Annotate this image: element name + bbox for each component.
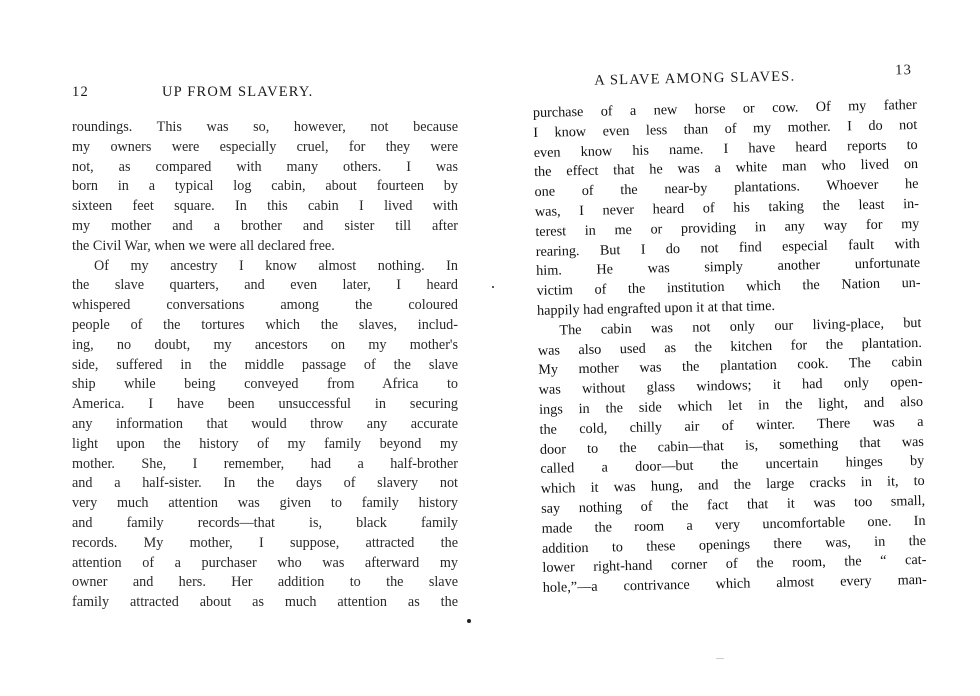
text-line: terest in me or providing in any way for my — [535, 215, 920, 240]
text-line: ing, no doubt, my ancestors on my mother's — [72, 336, 458, 353]
text-line: my mother and a brother and sister till after — [72, 217, 458, 234]
text-line: and a half-sister. In the days of slavery not — [72, 475, 458, 492]
text-line: The cabin was not only our living-place, but — [559, 314, 922, 339]
text-line: sixteen feet square. In this cabin I lived with — [72, 198, 458, 215]
text-line: ings in the side which let in the light, and also — [538, 393, 924, 418]
scan-speck — [492, 286, 494, 288]
text-line: records. My mother, I suppose, attracted the — [72, 534, 458, 551]
left-body-text — [72, 118, 458, 613]
text-line: called a door—but the uncertain hinges by — [540, 453, 925, 478]
text-line: very much attention was given to family history — [72, 495, 458, 512]
right-running-title: A SLAVE AMONG SLAVES. — [594, 68, 796, 89]
text-line: door to the cabin—that is, something that was — [539, 433, 925, 458]
text-line: attention of a purchaser who was afterward my — [72, 554, 458, 571]
text-line: purchase of a new horse or cow. Of my father — [532, 96, 917, 121]
text-line: mother. She, I remember, had a half-brother — [72, 455, 458, 472]
text-line: the cold, chilly air of winter. There was a — [539, 413, 924, 438]
text-line: was, I never heard of his taking the least in- — [534, 195, 920, 220]
text-line: the Civil War, when we were all declared free. — [72, 237, 335, 254]
right-body-text — [533, 96, 927, 599]
text-line: family attracted about as much attention as the — [72, 594, 458, 611]
text-line: the effect that he was a white man who lived on — [533, 156, 919, 181]
text-line: Of my ancestry I know almost nothing. In — [94, 257, 458, 274]
text-line: owner and hers. Her addition to the slave — [72, 574, 458, 591]
text-line: not, as compared with many others. I was — [72, 158, 458, 175]
text-line: born in a typical log cabin, about fourteen by — [72, 178, 458, 195]
text-line: which it was hung, and the large cracks in it, to — [540, 473, 925, 498]
text-line: say nothing of the fact that it was too small, — [541, 492, 926, 517]
text-line: side, suffered in the middle passage of the slave — [72, 356, 458, 373]
text-line: made the room a very uncomfortable one. In — [541, 512, 926, 537]
text-line: hole,”—a contrivance which almost every man- — [542, 571, 927, 597]
text-line: victim of the institution which the Nation un- — [536, 275, 921, 300]
text-line: him. He was simply another unfortunate — [536, 255, 921, 280]
text-line: the slave quarters, and even later, I heard — [72, 277, 458, 294]
text-line: my owners were especially cruel, for they were — [72, 138, 458, 155]
right-running-head — [532, 62, 916, 92]
text-line: My mother was the plantation cook. The cabin — [538, 354, 923, 379]
text-line: roundings. This was so, however, not because — [72, 119, 458, 135]
text-line: lower right-hand corner of the room, the “ cat- — [542, 552, 927, 577]
text-line: America. I have been unsuccessful in securing — [72, 396, 458, 413]
text-line: I know even less than of my mother. I do not — [533, 116, 918, 141]
text-line: was also used as the kitchen for the plantation. — [537, 334, 922, 359]
left-page-number: 12 — [72, 84, 89, 100]
text-line: even know his name. I have heard reports to — [533, 136, 918, 161]
text-line: rearing. But I do not find especial fault with — [535, 235, 920, 260]
left-running-title: UP FROM SLAVERY. — [162, 84, 314, 100]
text-line: ship while being conveyed from Africa to — [72, 376, 458, 393]
scan-speck — [467, 619, 471, 623]
left-page — [72, 84, 458, 613]
text-line: was without glass windows; it had only open- — [538, 374, 923, 399]
right-page — [532, 62, 927, 599]
text-line: light upon the history of my family beyond my — [72, 435, 458, 452]
text-line: people of the tortures which the slaves, includ- — [72, 316, 458, 333]
text-line: whispered conversations among the coloured — [72, 297, 458, 314]
right-page-number: 13 — [895, 62, 913, 79]
scan-speck — [716, 658, 724, 659]
text-line: one of the near-by plantations. Whoever he — [534, 176, 919, 201]
text-line: any information that would throw any accurate — [72, 415, 458, 432]
text-line: happily had engrafted upon it at that time. — [536, 297, 776, 319]
text-line: addition to these openings there was, in the — [541, 532, 927, 557]
left-running-head — [72, 84, 458, 106]
text-line: and family records—that is, black family — [72, 514, 458, 531]
